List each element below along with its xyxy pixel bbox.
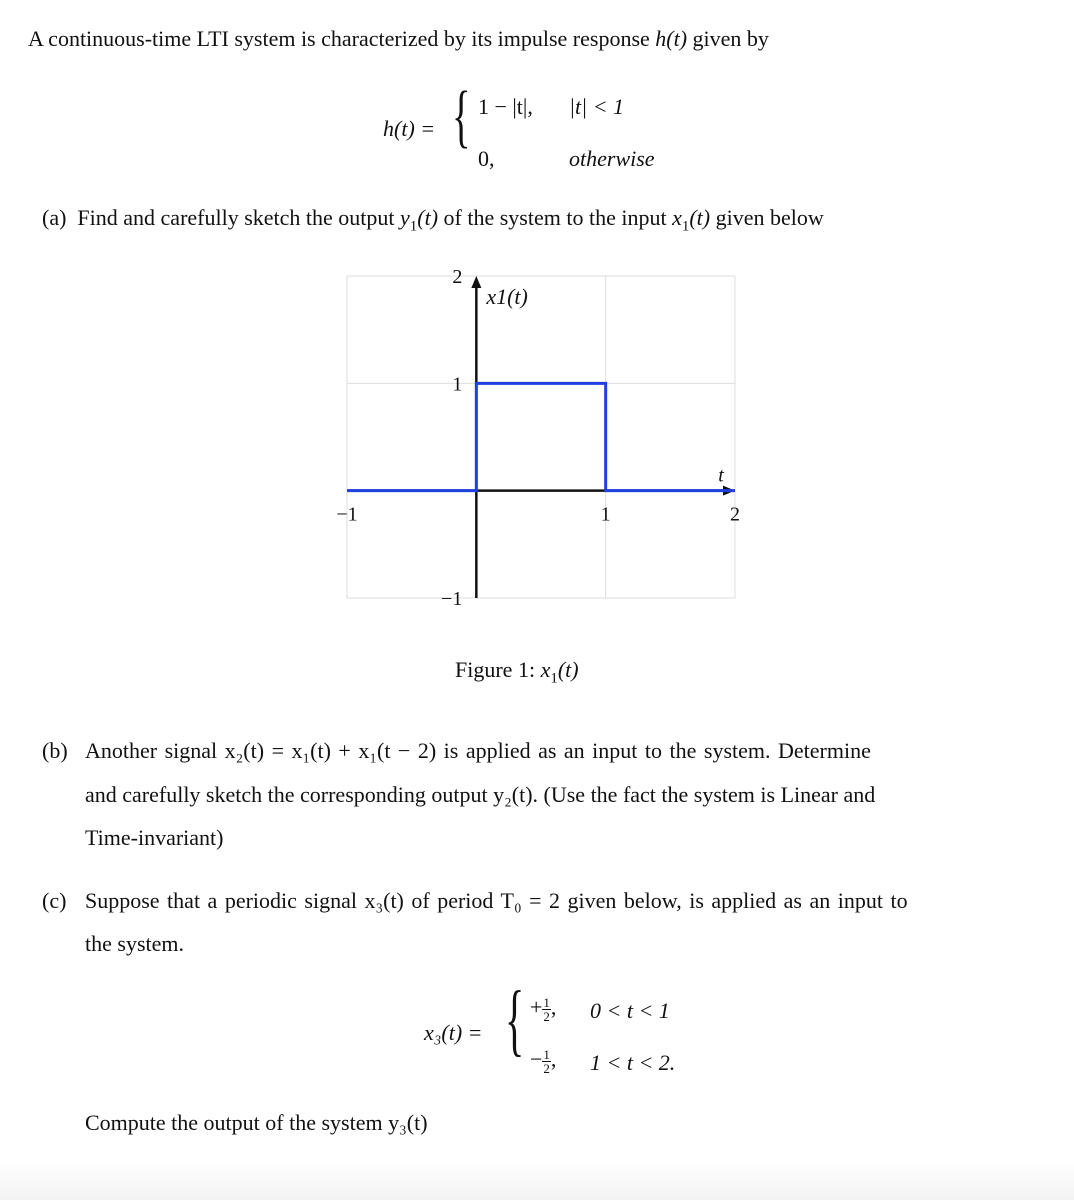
x-tick-label: 2	[730, 503, 740, 526]
x-tick-label: 1	[600, 503, 611, 526]
part-c-line1: Suppose that a periodic signal x₃(t) of period T₀ = 2 given below, is applied as an input to	[85, 888, 908, 913]
x3-case2-fraction	[542, 1048, 551, 1075]
h-case1-condition: |t| < 1	[569, 94, 625, 119]
part-a-label: (a)	[42, 205, 67, 230]
x3-case1-sign: +	[530, 994, 543, 1020]
x-axis-label: t	[718, 464, 724, 487]
x3-case1-denominator: 2	[543, 1009, 550, 1024]
x1-subscript: 1	[681, 218, 690, 235]
figure-caption-symbol: x	[540, 657, 551, 682]
h-case2-condition: otherwise	[569, 146, 655, 171]
part-b-label: (b)	[42, 738, 68, 763]
part-a-text2: of the system to the input	[438, 205, 673, 230]
x1-symbol: x	[672, 205, 682, 230]
part-a-text1: Find and carefully sketch the output	[77, 205, 401, 230]
y1-argument: (t)	[417, 205, 439, 230]
y-tick-label: 1	[452, 373, 463, 396]
compute-instruction: Compute the output of the system y₃(t)	[85, 1110, 428, 1135]
h-lhs: h(t) =	[383, 116, 436, 141]
part-b-line3: Time-invariant)	[85, 825, 224, 850]
impulse-response-symbol: h(t)	[655, 26, 688, 51]
figure-caption-subscript: 1	[550, 670, 558, 687]
page-bottom-shade	[0, 1160, 1074, 1200]
h-case1-value: 1 − |t|,	[478, 94, 533, 119]
figure-caption-prefix: Figure 1:	[455, 657, 541, 682]
figure-caption	[455, 659, 579, 686]
x3-case1: + $\frac{1}{2}$ ,	[530, 994, 557, 1024]
y-axis-label: x1(t)	[486, 284, 528, 309]
x3-case2-condition: 1 < t < 2.	[590, 1050, 676, 1075]
h-brace: {	[452, 78, 471, 155]
part-b-line1: Another signal x₂(t) = x₁(t) + x₁(t − 2) is applied as an input to the system. Determine	[85, 738, 871, 763]
x3-case1-condition: 0 < t < 1	[590, 998, 670, 1023]
y-axis-arrowhead	[471, 276, 481, 288]
y1-subscript: 1	[409, 218, 418, 235]
part-a-text3: given below	[710, 205, 824, 230]
x3-case1-fraction	[542, 996, 551, 1023]
y-tick-label: 2	[452, 266, 463, 288]
figure-caption-argument: (t)	[557, 657, 579, 682]
x1-argument: (t)	[689, 205, 711, 230]
x3-case2-numerator: 1	[543, 1047, 550, 1062]
intro-text-end: given by	[687, 26, 769, 51]
x3-case2-denominator: 2	[543, 1061, 550, 1076]
part-b-line2: and carefully sketch the corresponding output y₂(t). (Use the fact the system is Linear and	[85, 782, 876, 807]
x3-brace: {	[505, 976, 525, 1064]
x3-case2: − $\frac{1}{2}$ ,	[530, 1046, 557, 1076]
x-tick-label: −1	[336, 503, 358, 526]
x3-lhs: x₃(t) =	[424, 1020, 483, 1045]
part-c-line2: the system.	[85, 931, 184, 956]
y-tick-label: −1	[441, 588, 463, 610]
x3-case1-numerator: 1	[543, 995, 550, 1010]
h-case2-value: 0,	[478, 146, 495, 171]
part-c-label: (c)	[42, 888, 67, 913]
intro-text: A continuous-time LTI system is characterized by its impulse response	[28, 26, 656, 51]
y1-symbol: y	[400, 205, 410, 230]
x3-case2-sign: −	[530, 1046, 543, 1072]
x1-signal-line	[347, 383, 735, 490]
